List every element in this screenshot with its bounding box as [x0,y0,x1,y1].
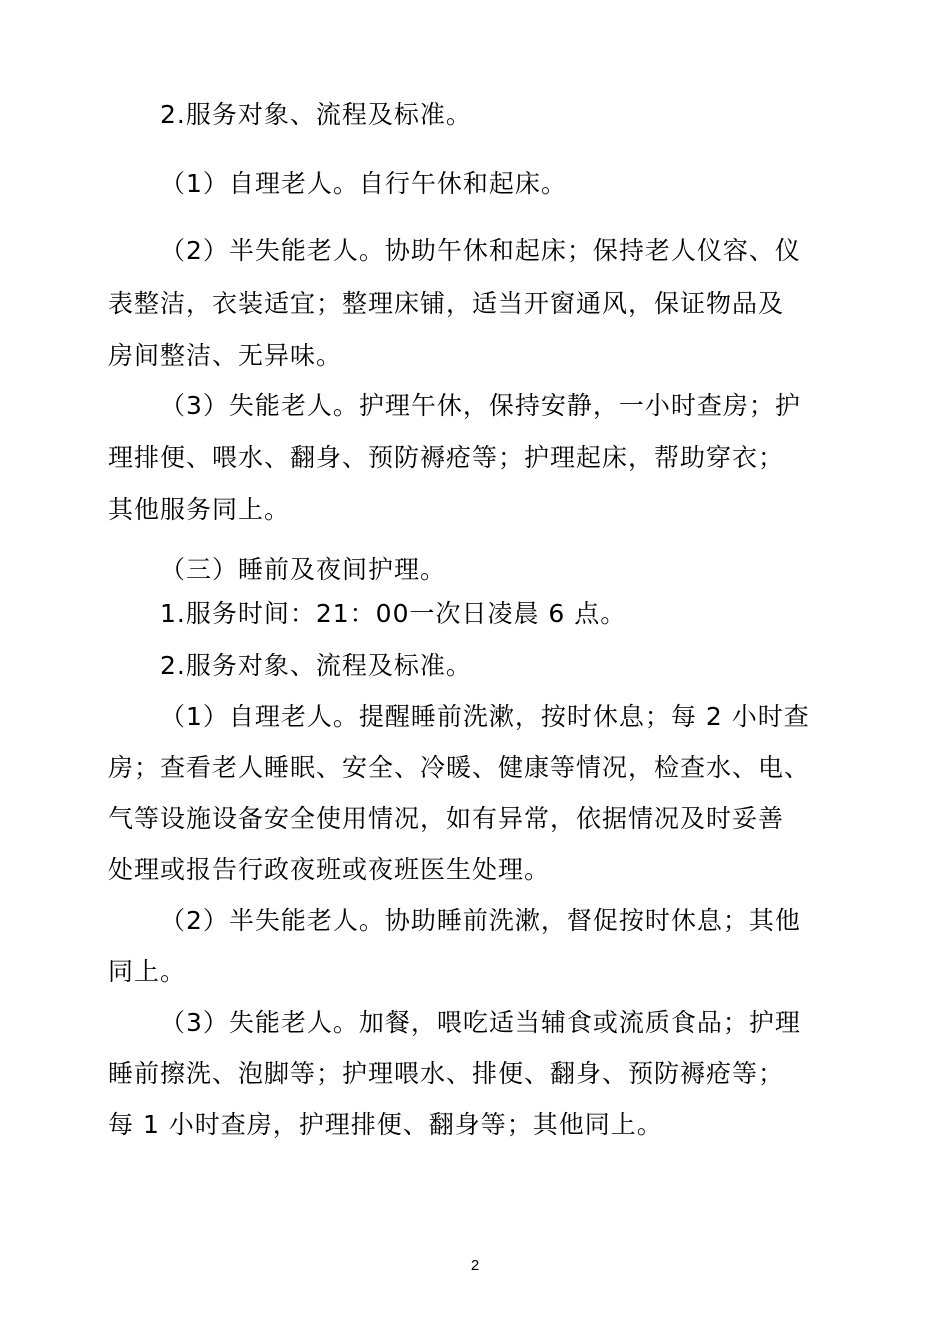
page-number: 2 [470,1257,480,1274]
paragraph-line: （3）失能老人。护理午休，保持安静，一小时查房；护 [160,391,801,420]
paragraph-line: （1）自理老人。自行午休和起床。 [160,169,567,198]
paragraph-line: （2）半失能老人。协助午休和起床；保持老人仪容、仪 [160,236,801,265]
paragraph-line: （3）失能老人。加餐，喂吃适当辅食或流质食品；护理 [160,1008,801,1037]
paragraph-line: 2.服务对象、流程及标准。 [160,100,472,129]
paragraph-line: 1.服务时间：21：00一次日凌晨 6 点。 [160,599,627,628]
paragraph-line: 其他服务同上。 [108,495,291,524]
paragraph-line: 2.服务对象、流程及标准。 [160,651,472,680]
paragraph-line: 睡前擦洗、泡脚等；护理喂水、排便、翻身、预防褥疮等； [108,1059,785,1088]
paragraph-line: 房间整洁、无异味。 [108,341,343,370]
paragraph-line: 表整洁，衣装适宜；整理床铺，适当开窗通风，保证物品及 [108,289,785,318]
paragraph-line: 每 1 小时查房，护理排便、翻身等；其他同上。 [108,1110,663,1139]
paragraph-line: 理排便、喂水、翻身、预防褥疮等；护理起床，帮助穿衣； [108,443,785,472]
paragraph-line: 同上。 [108,957,187,986]
paragraph-line: （1）自理老人。提醒睡前洗漱，按时休息；每 2 小时查 [160,702,810,731]
section-heading: （三）睡前及夜间护理。 [160,555,447,584]
paragraph-line: （2）半失能老人。协助睡前洗漱，督促按时休息；其他 [160,906,801,935]
paragraph-line: 气等设施设备安全使用情况，如有异常，依据情况及时妥善 [108,804,785,833]
paragraph-line: 处理或报告行政夜班或夜班医生处理。 [108,855,551,884]
paragraph-line: 房；查看老人睡眠、安全、冷暖、健康等情况，检查水、电、 [108,753,811,782]
